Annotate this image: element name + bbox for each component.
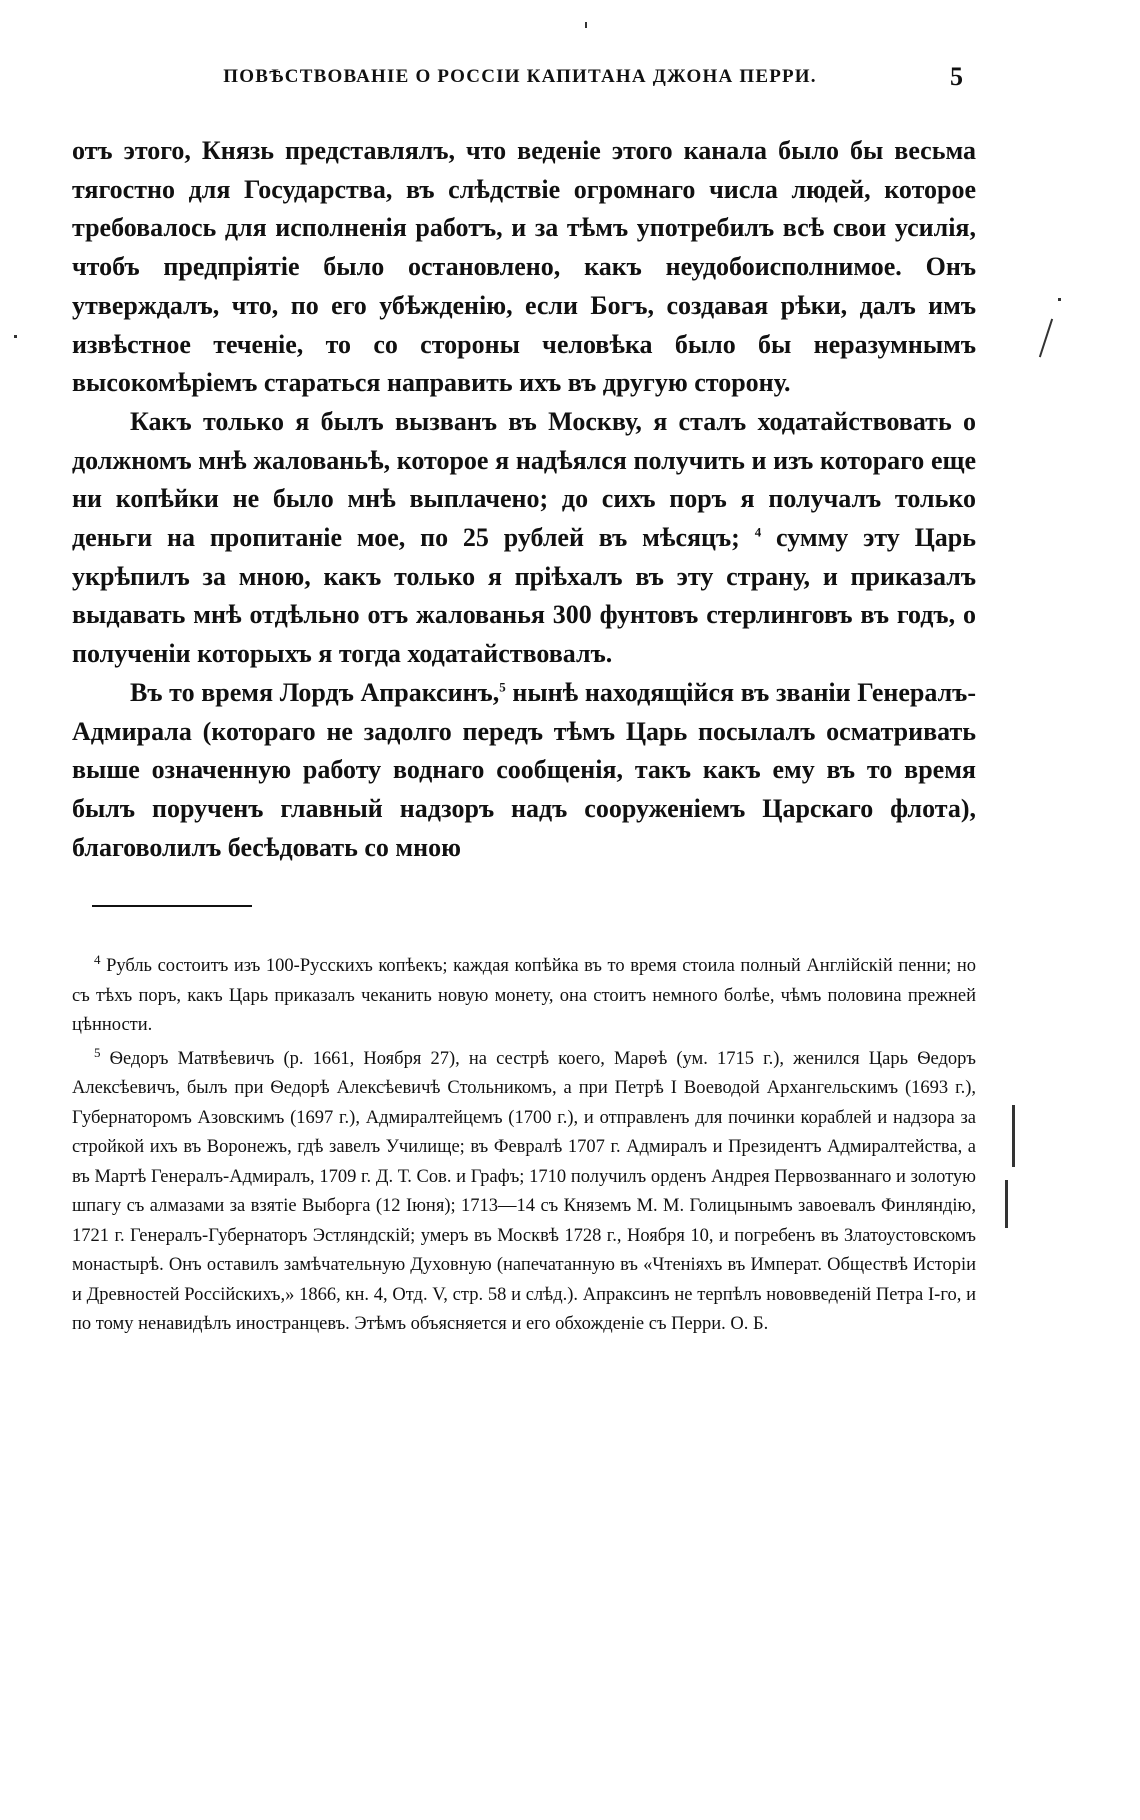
- footnote-4-text: Рубль состоитъ изъ 100-Русскихъ копѣекъ; каждая копѣйка въ то время стоила полный Англійскій пенни; но съ тѣхъ поръ, какъ Царь приказалъ чеканить новую монету, она стоитъ немного болѣе, чѣмъ половина прежней цѣнности.: [72, 956, 977, 1035]
- paragraph-1: [72, 132, 976, 403]
- footnotes: [72, 952, 976, 1344]
- footnote-5-text: Ѳедоръ Матвѣевичъ (р. 1661, Ноября 27), на сестрѣ коего, Марѳѣ (ум. 1715 г.), женился Царь Ѳедоръ Алексѣевичъ, былъ при Ѳедорѣ Алексѣевичѣ Стольникомъ, а при Петрѣ I Воеводой Архангельскимъ (1693 г.), Губернаторомъ Азовскимъ (1697 г.), Адмиралтейцемъ (1700 г.), и отправленъ для починки кораблей и надзора за стройкой ихъ въ Воронежъ, гдѣ завелъ Училище; въ Февралѣ 1707 г. Адмиралъ и Президентъ Адмиралтейства, а въ Мартѣ Генералъ-Адмиралъ, 1709 г. Д. Т. Сов. и Графъ; 1710 получилъ орденъ Андрея Первозваннаго и золотую шпагу съ алмазами за взятіе Выборга (12 Іюня); 1713—14 съ Княземъ М. М. Голицынымъ завоевалъ Финляндію, 1721 г. Генералъ-Губернаторъ Эстляндскій; умеръ въ Москвѣ 1728 г., Ноября 10, и погребенъ въ Златоустовскомъ монастырѣ. Онъ оставилъ замѣчательную Духовную (напечатанную въ «Чтеніяхъ въ Императ. Обществѣ Исторіи и Древностей Россійскихъ,» 1866, кн. 4, Отд. V, стр. 58 и слѣд.). Апраксинъ не терпѣлъ нововведеній Петра I-го, и по тому ненавидѣлъ иностранцевъ. Этѣмъ объясняется и его обхожденіе съ Перри. О. Б.: [72, 1048, 977, 1334]
- footnote-5-mark: 5: [94, 1044, 101, 1060]
- scan-speck: [1012, 1105, 1015, 1167]
- main-text: [72, 132, 976, 867]
- paragraph-2: [72, 403, 976, 674]
- page-number: 5: [950, 62, 963, 91]
- paragraph-3: [72, 674, 976, 868]
- footnote-5: [72, 1045, 976, 1340]
- footnote-4: [72, 952, 976, 1041]
- paragraph-1-text: отъ этого, Князь представлялъ, что веденіе этого канала было бы весьма тягостно для Государства, въ слѣдствіе огромнаго числа людей, которое требовалось для исполненія работъ, и за тѣмъ употребилъ всѣ свои усилія, чтобъ предпріятіе было остановлено, какъ неудобоисполнимое. Онъ утверждалъ, что, по его убѣжденію, если Богъ, создавая рѣки, далъ имъ извѣстное теченіе, то со стороны человѣка было бы неразумнымъ высокомѣріемъ стараться направить ихъ въ другую сторону.: [72, 136, 976, 398]
- paragraph-3-text-b: нынѣ находящійся въ званіи Генералъ-Адмирала (котораго не задолго передъ тѣмъ Царь посылалъ осматривать выше означенную работу воднаго сообщенія, такъ какъ ему въ то время былъ порученъ главный надзоръ надъ сооруженіемъ Царскаго флота), благоволилъ бесѣдовать со мною: [72, 677, 977, 862]
- footnote-4-mark: 4: [94, 951, 101, 967]
- running-title: ПОВѢСТВОВАНІЕ О РОССІИ КАПИТАНА ДЖОНА ПЕРРИ.: [223, 66, 817, 87]
- scan-speck: [585, 22, 587, 28]
- scan-speck: [1005, 1180, 1008, 1228]
- footnote-ref-5[interactable]: 5: [499, 679, 506, 695]
- scan-speck: [14, 335, 17, 338]
- scan-speck: [1058, 298, 1061, 301]
- footnote-ref-4[interactable]: 4: [754, 524, 762, 540]
- paragraph-2-text-b: сумму эту Царь укрѣпилъ за мною, какъ только я пріѣхалъ въ эту страну, и приказалъ выдавать мнѣ отдѣльно отъ жалованья 300 фунтовъ стерлинговъ въ годъ, о полученіи которыхъ я тогда ходатайствовалъ.: [72, 523, 977, 669]
- footnote-divider: [92, 905, 252, 907]
- paragraph-3-text-a: Въ то время Лордъ Апраксинъ,: [130, 677, 500, 707]
- scan-speck: [1039, 319, 1053, 358]
- paragraph-2-text-a: Какъ только я былъ вызванъ въ Москву, я сталъ ходатайствовать о должномъ мнѣ жалованьѣ, которое я надѣялся получить и изъ котораго еще ни копѣйки не было мнѣ выплачено; до сихъ поръ я получалъ только деньги на пропитаніе мое, по 25 рублей въ мѣсяцъ;: [72, 406, 976, 553]
